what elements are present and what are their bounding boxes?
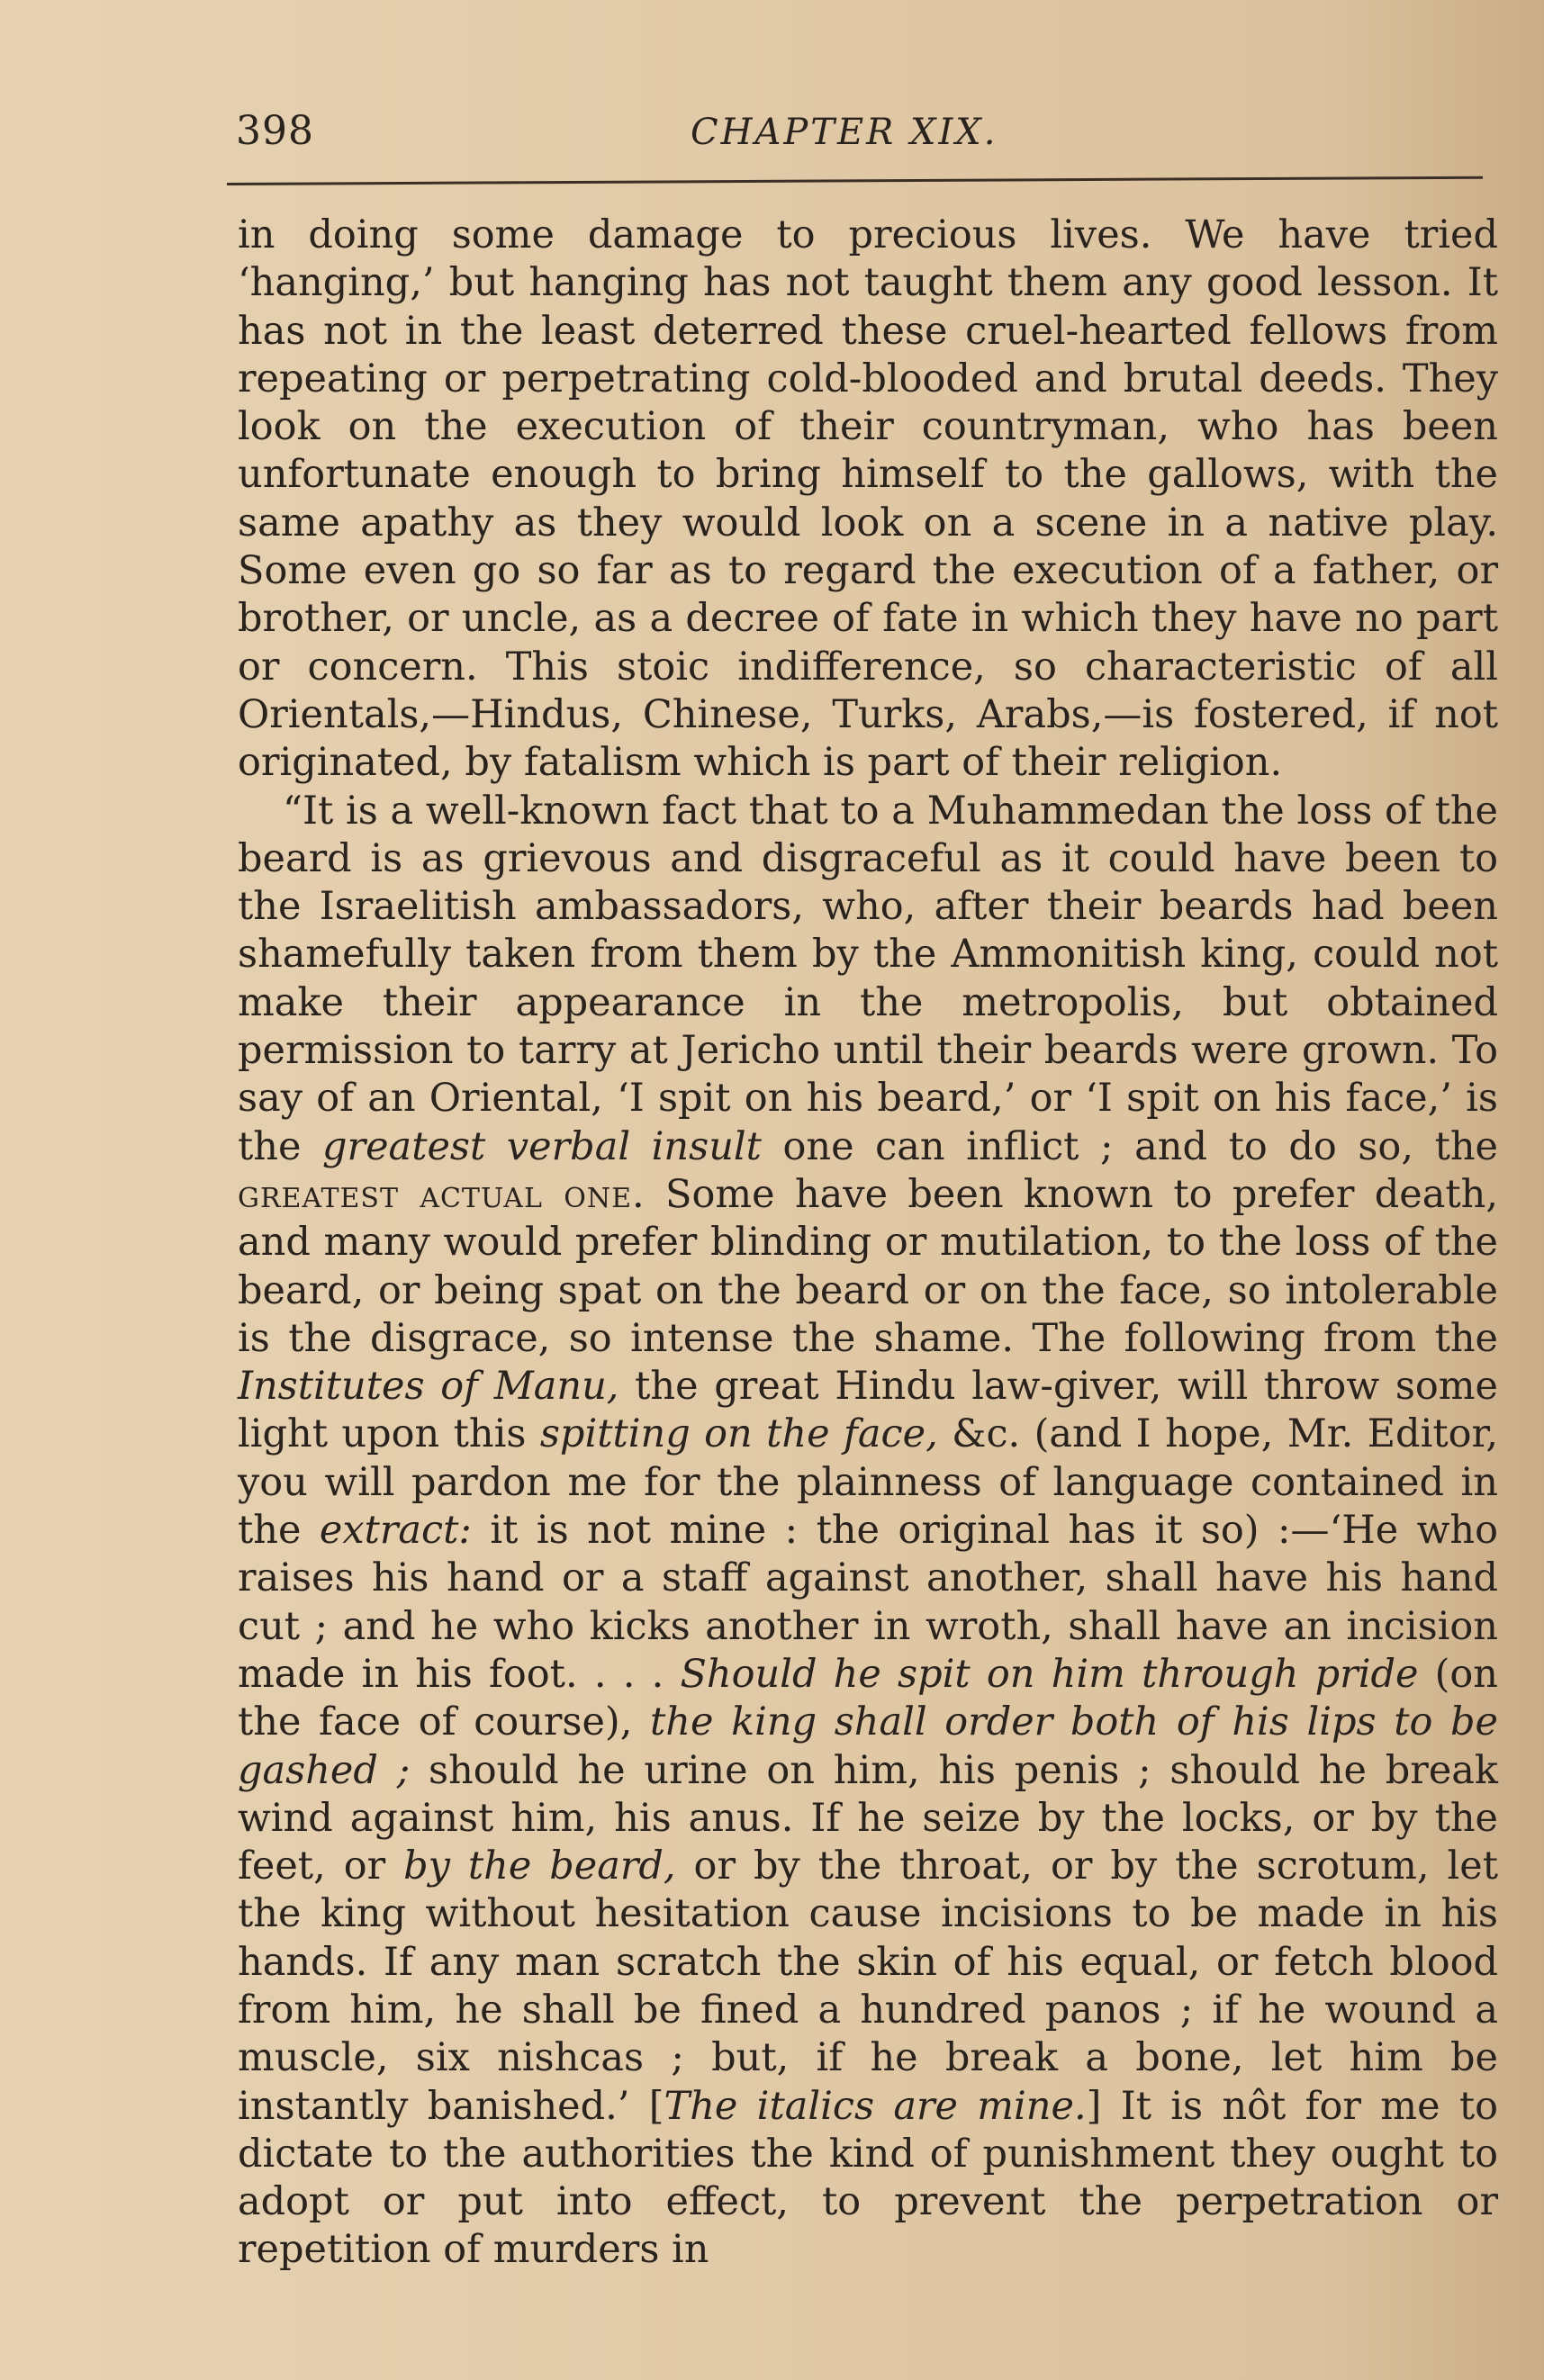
chapter-title: CHAPTER XIX. bbox=[691, 112, 998, 153]
text-run: the great Hindu law-giver, will throw some light upon this bbox=[238, 1364, 1498, 1457]
text-run: Some have been known to prefer death, and many would prefer blinding or mutilation, to the loss of the beard, or being spat on the beard or on the face, so intolerable is the disgrace, so intense the shame. The following from the bbox=[238, 1171, 1498, 1361]
text-run: (on the face of course), bbox=[238, 1651, 1499, 1745]
italic-run: extract: bbox=[319, 1508, 472, 1554]
paragraph-1: in doing some damage to precious lives. We have tried ‘hanging,’ but hanging has not taught them any good lesson. It has not in the least deterred these cruel-hearted fellows from repeating or perpetrating cold-blooded and brutal deeds. They look on the execution of their countryman, who has been unfortunate enough to bring himself to the gallows, with the same apathy as they would look on a scene in a native play. Some even go so far as to regard the execution of a father, or brother, or uncle, as a decree of fate in which they have no part or concern. This stoic indifference, so characteristic of all Orientals,—Hindus, Chinese, Turks, Arabs,—is fostered, if not originated, by fatalism which is part of their religion. bbox=[238, 212, 1498, 786]
text-run: it is not mine : the original has it so) :—‘He who raises his hand or a staff against another, shall have his hand cut ; and he who kicks another in wroth, shall have an incision made in his foot. . . . bbox=[238, 1508, 1498, 1697]
text-run: &c. (and I hope, Mr. Editor, you will pardon me for the plainness of language contained in the bbox=[238, 1411, 1498, 1554]
running-header bbox=[236, 108, 1496, 162]
text-run: or by the throat, or by the scrotum, let the king without hesitation cause incisions to be made in his hands. If any man scratch the skin of his equal, or fetch blood from him, he shall be fined a hundred panos ; if he wound a muscle, six nishcas ; but, if he break a bone, let him be instantly banished.’ [ bbox=[238, 1844, 1499, 2129]
page-number: 398 bbox=[236, 108, 314, 154]
italic-run: the king shall order both of his lips to be gashed ; bbox=[238, 1699, 1498, 1793]
text-run: “It is a well-known fact that to a Muhammedan the loss of the beard is as grievous and disgraceful as it could have been to the Israelitish ambassadors, who, after their beards had been shamefully taken from them by the Ammonitish king, could not make their appearance in the metropolis, but obtained permission to tarry at Jericho until their beards were grown. To say of an Oriental, ‘I spit on his beard,’ or ‘I spit on his face,’ is the bbox=[238, 788, 1498, 1169]
italic-run: The italics are mine. bbox=[664, 2083, 1087, 2129]
text-run: should he urine on him, his penis ; should he break wind against him, his anus. If he seize by the locks, or by the feet, or bbox=[238, 1747, 1498, 1889]
paragraph-2 bbox=[238, 788, 1498, 2275]
body-text bbox=[238, 212, 1498, 2275]
small-caps-run: greatest actual one. bbox=[238, 1171, 646, 1217]
header-rule bbox=[227, 176, 1483, 185]
text-run: ] It is nôt for me to dictate to the authorities the kind of punishment they ought to adopt or put into effect, to prevent the perpetration or repetition of murders in bbox=[238, 2083, 1499, 2273]
italic-run: Should he spit on him through pride bbox=[680, 1651, 1419, 1697]
italic-run: by the beard, bbox=[403, 1844, 676, 1889]
italic-run: greatest verbal insult bbox=[322, 1123, 762, 1169]
italic-run: Institutes of Manu, bbox=[238, 1364, 619, 1410]
text-run: one can inflict ; and to do so, the bbox=[761, 1123, 1499, 1169]
italic-run: spitting on the face, bbox=[539, 1411, 938, 1457]
